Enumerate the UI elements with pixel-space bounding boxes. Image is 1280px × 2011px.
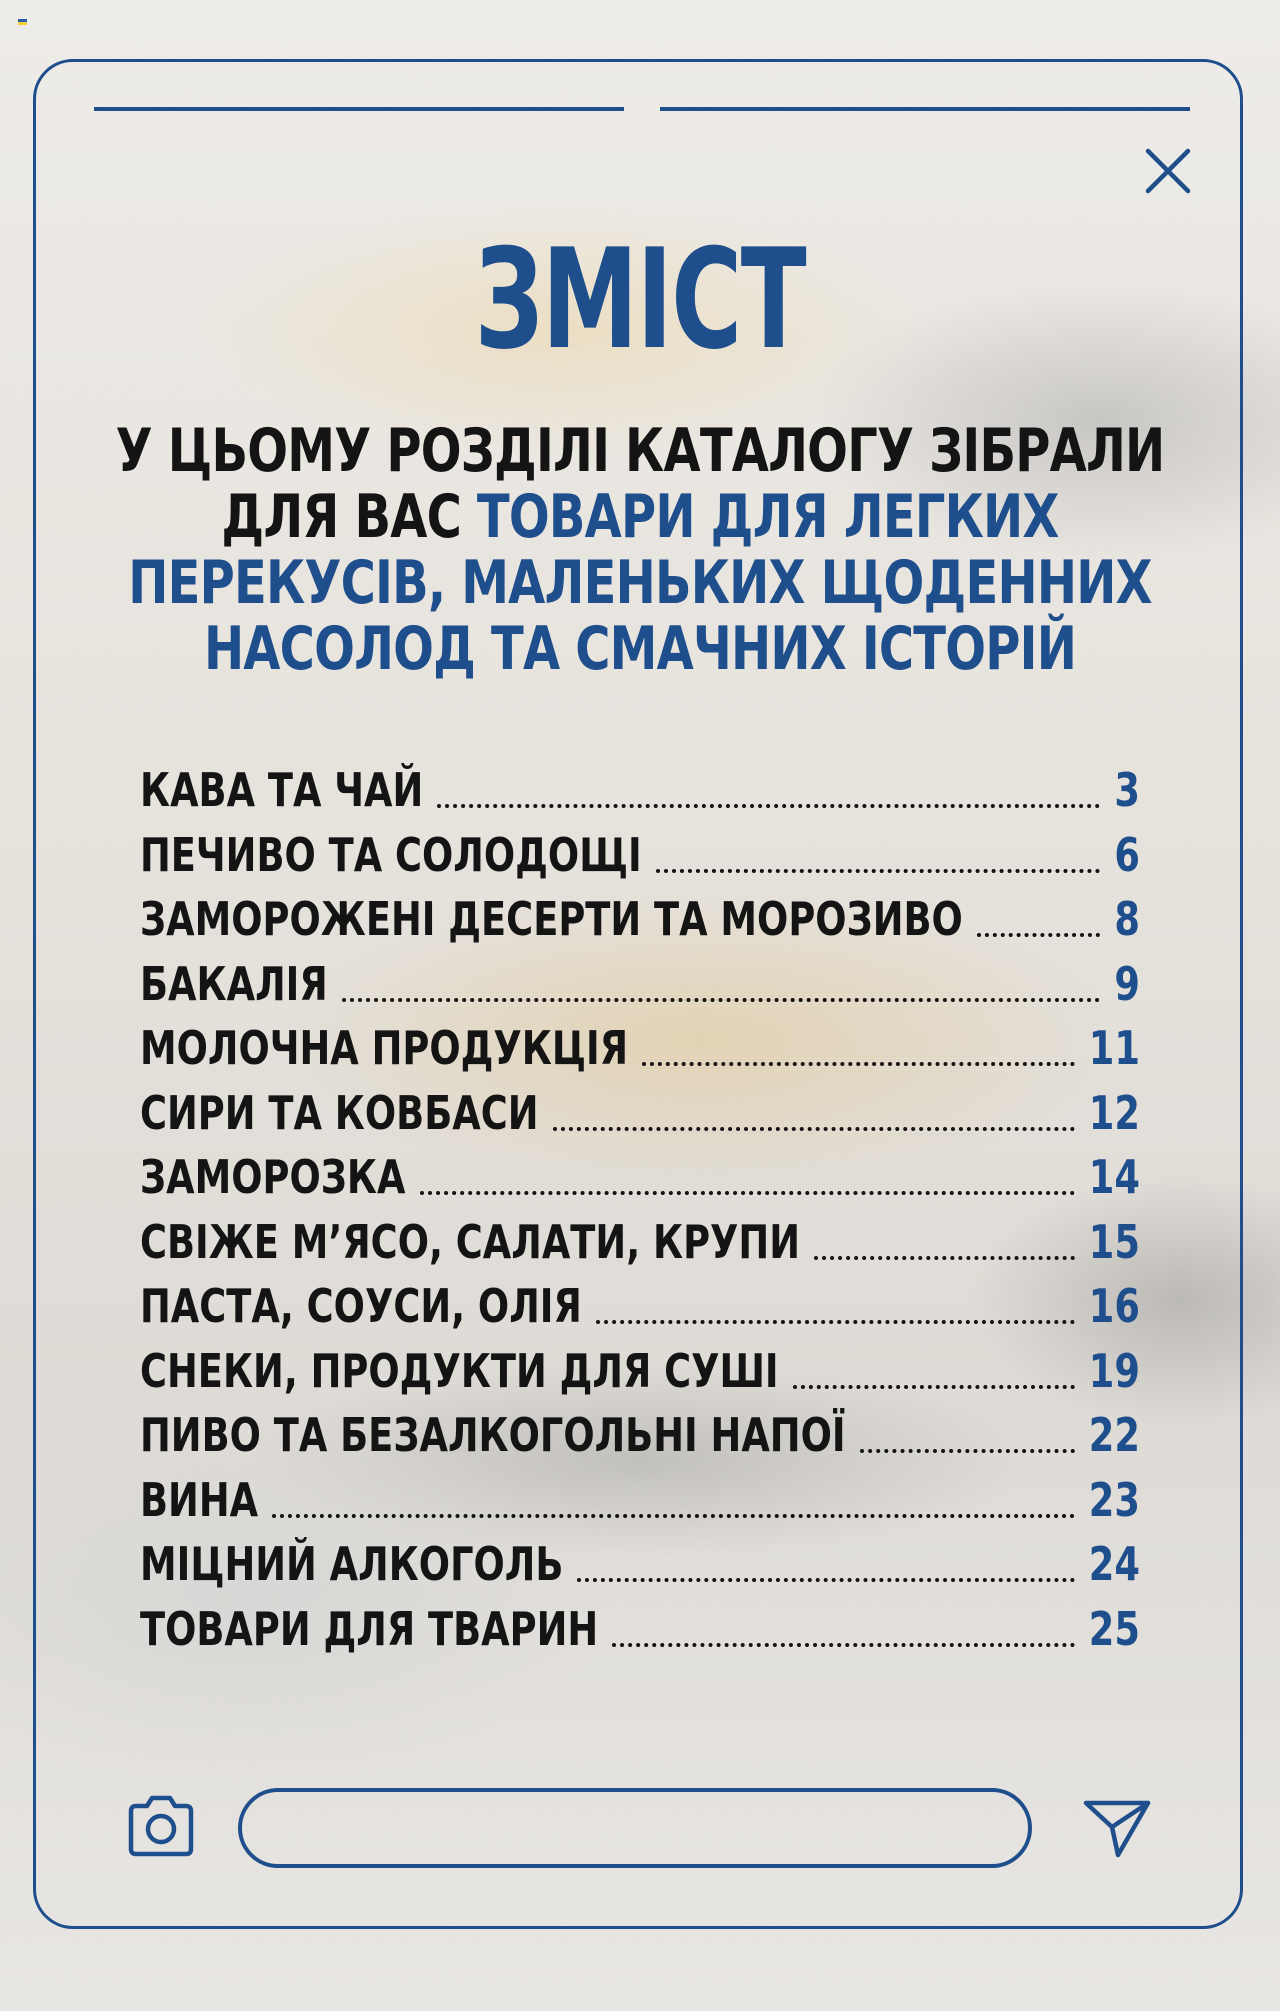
toc-label: СИРИ ТА КОВБАСИ bbox=[140, 1085, 539, 1140]
toc-leader-dots bbox=[596, 1260, 1075, 1324]
toc-label: СВІЖЕ М’ЯСО, САЛАТИ, КРУПИ bbox=[140, 1214, 801, 1269]
toc-page-number: 3 bbox=[1114, 763, 1140, 817]
toc-page-number: 22 bbox=[1088, 1408, 1140, 1462]
intro-line-1: У ЦЬОМУ РОЗДІЛІ КАТАЛОГУ ЗІБРАЛИ bbox=[115, 416, 1165, 486]
toc-label: МІЦНИЙ АЛКОГОЛЬ bbox=[140, 1537, 564, 1591]
toc-label: ВИНА bbox=[140, 1472, 259, 1527]
toc-leader-dots bbox=[553, 1067, 1075, 1131]
toc-row[interactable] bbox=[140, 1597, 1140, 1662]
close-icon bbox=[1142, 145, 1194, 197]
toc-page-number: 23 bbox=[1088, 1472, 1140, 1527]
camera-button[interactable] bbox=[125, 1793, 197, 1859]
send-button[interactable] bbox=[1082, 1795, 1152, 1861]
table-of-contents bbox=[140, 758, 1140, 1661]
toc-label: ПЕЧИВО ТА СОЛОДОЩІ bbox=[140, 827, 642, 882]
intro-line-3: ПЕРЕКУСІВ, МАЛЕНЬКИХ ЩОДЕННИХ bbox=[128, 548, 1152, 618]
camera-icon bbox=[125, 1793, 197, 1859]
toc-page-number: 16 bbox=[1088, 1279, 1140, 1333]
toc-page-number: 24 bbox=[1088, 1537, 1140, 1591]
toc-leader-dots bbox=[437, 744, 1100, 808]
toc-label: ЗАМОРОЗКА bbox=[140, 1150, 406, 1204]
toc-label: СНЕКИ, ПРОДУКТИ ДЛЯ СУШІ bbox=[140, 1343, 779, 1398]
toc-page-number: 8 bbox=[1114, 892, 1140, 946]
close-button[interactable] bbox=[1142, 145, 1194, 197]
intro-text bbox=[90, 418, 1190, 682]
toc-leader-dots bbox=[577, 1518, 1074, 1582]
toc-label: ТОВАРИ ДЛЯ ТВАРИН bbox=[140, 1601, 599, 1656]
toc-page-number: 15 bbox=[1088, 1214, 1140, 1269]
toc-label: ЗАМОРОЖЕНІ ДЕСЕРТИ ТА МОРОЗИВО bbox=[140, 892, 963, 946]
message-input[interactable] bbox=[238, 1788, 1032, 1868]
intro-line-2-end: ТОВАРИ ДЛЯ ЛЕГКИХ bbox=[476, 482, 1059, 552]
toc-label: МОЛОЧНА ПРОДУКЦІЯ bbox=[140, 1021, 629, 1075]
toc-leader-dots bbox=[860, 1389, 1075, 1453]
toc-leader-dots bbox=[420, 1131, 1075, 1195]
toc-label: БАКАЛІЯ bbox=[140, 956, 328, 1011]
toc-label: ПИВО ТА БЕЗАЛКОГОЛЬНІ НАПОЇ bbox=[140, 1408, 846, 1462]
intro-line-2-start: ДЛЯ ВАС bbox=[221, 482, 462, 552]
toc-label: КАВА ТА ЧАЙ bbox=[140, 763, 424, 817]
toc-page-number: 19 bbox=[1088, 1343, 1140, 1398]
toc-label: ПАСТА, СОУСИ, ОЛІЯ bbox=[140, 1279, 582, 1333]
toc-leader-dots bbox=[642, 1002, 1075, 1066]
toc-page-number: 12 bbox=[1088, 1085, 1140, 1140]
toc-leader-dots bbox=[814, 1196, 1075, 1260]
intro-line-4: НАСОЛОД ТА СМАЧНИХ ІСТОРІЙ bbox=[203, 614, 1077, 684]
toc-page-number: 6 bbox=[1114, 827, 1140, 882]
toc-page-number: 25 bbox=[1088, 1601, 1140, 1656]
toc-leader-dots bbox=[342, 938, 1101, 1002]
toc-page-number: 9 bbox=[1114, 956, 1140, 1011]
toc-leader-dots bbox=[793, 1325, 1075, 1389]
send-icon bbox=[1082, 1795, 1152, 1861]
toc-leader-dots bbox=[272, 1454, 1075, 1518]
progress-segment-1 bbox=[94, 107, 624, 111]
toc-leader-dots bbox=[977, 873, 1101, 937]
ukraine-flag-icon bbox=[18, 19, 27, 25]
toc-page-number: 11 bbox=[1088, 1021, 1140, 1075]
toc-page-number: 14 bbox=[1088, 1150, 1140, 1204]
progress-segment-2 bbox=[660, 107, 1190, 111]
page-title: ЗМІСТ bbox=[474, 219, 806, 380]
toc-leader-dots bbox=[656, 809, 1101, 873]
toc-leader-dots bbox=[612, 1583, 1075, 1647]
